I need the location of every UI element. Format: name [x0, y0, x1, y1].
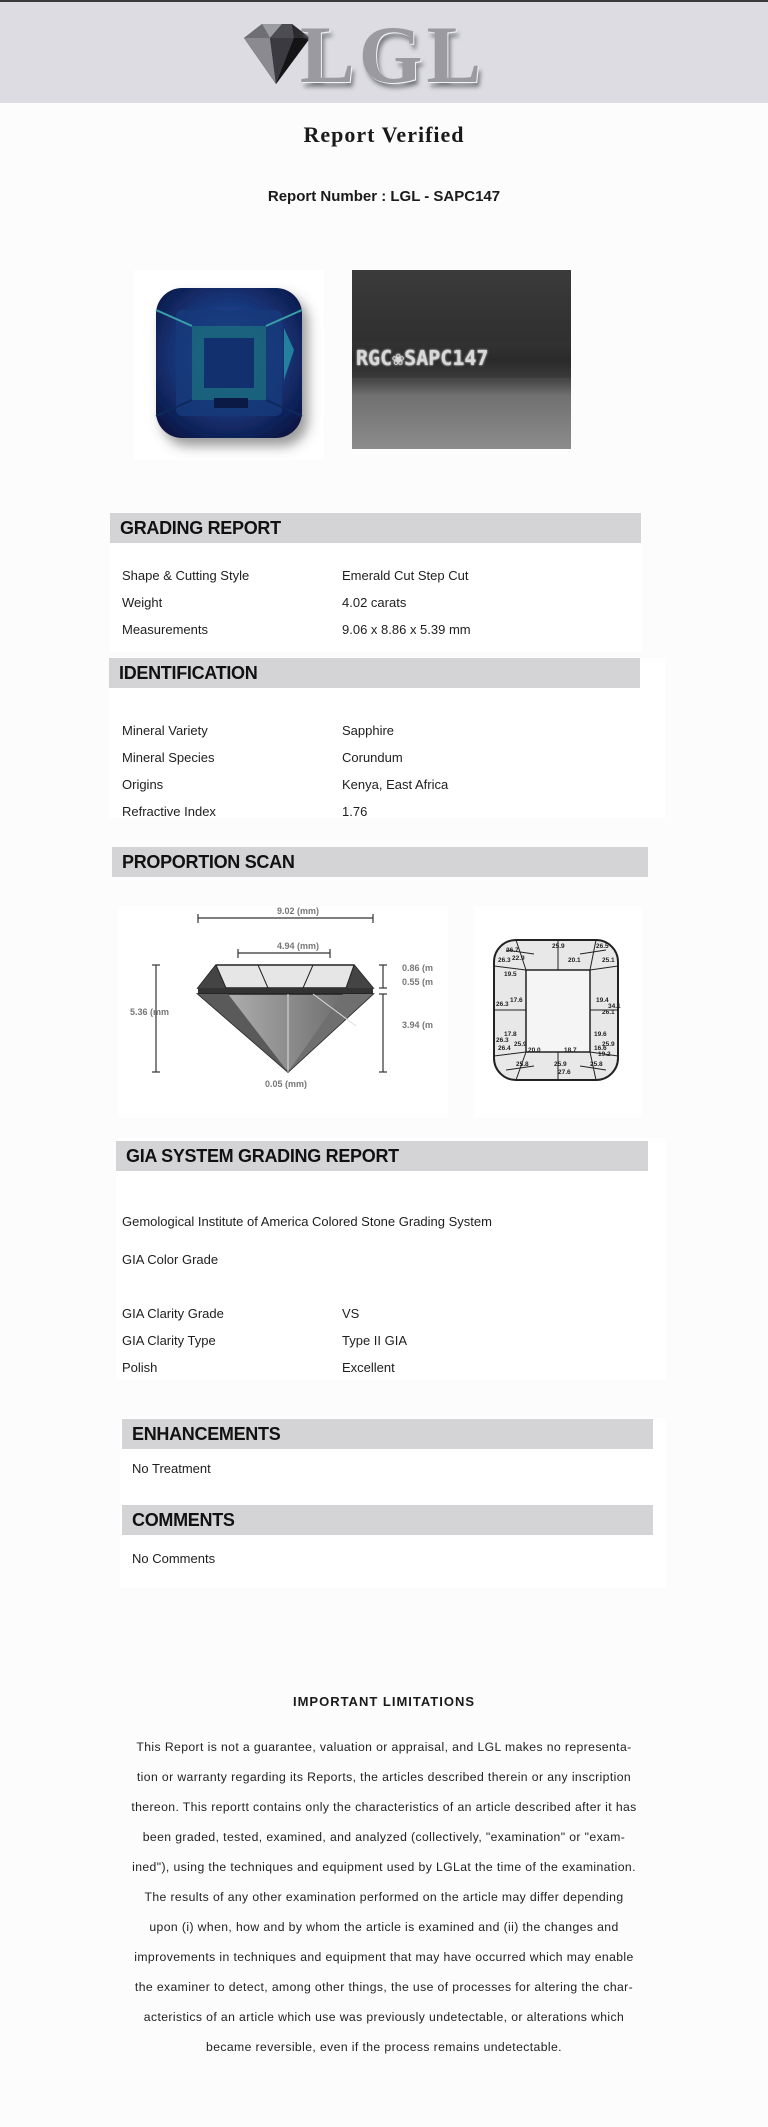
limitations-heading: IMPORTANT LIMITATIONS — [292, 1694, 476, 1709]
row-label: Refractive Index — [122, 804, 216, 819]
facet-label: 18.7 — [564, 1047, 577, 1054]
row-value: 1.76 — [342, 804, 368, 819]
limitations-line: The results of any other examination performed on the article may differ depending — [144, 1890, 624, 1904]
gia-color-grade-label: GIA Color Grade — [122, 1252, 219, 1267]
facet-label: 17.6 — [510, 997, 523, 1004]
limitations-line: tion or warranty regarding its Reports, the articles described therein or any inscription — [136, 1770, 632, 1784]
limitations-line: thereon. This reportt contains only the characteristics of an article described after it has — [131, 1800, 637, 1814]
facet-label: 25.9 — [514, 1041, 527, 1048]
row-label: GIA Clarity Grade — [122, 1306, 224, 1321]
facet-label: 19.4 — [596, 997, 609, 1004]
row-label: Weight — [122, 595, 163, 610]
facet-label: 25.8 — [590, 1061, 603, 1068]
facet-label: 25.8 — [516, 1061, 529, 1068]
logo-text: LGL — [300, 9, 486, 100]
table-dimension: 4.94 (mm) — [276, 941, 320, 951]
row-value: 4.02 carats — [342, 595, 407, 610]
lgl-logo[interactable] — [234, 9, 494, 100]
row-value: Corundum — [342, 750, 403, 765]
facet-label: 17.8 — [504, 1031, 517, 1038]
depth-dimension: 5.36 (mm — [130, 1007, 170, 1017]
facet-label: 16.6 — [594, 1045, 607, 1052]
width-dimension: 9.02 (mm) — [276, 906, 320, 916]
row-value: Emerald Cut Step Cut — [342, 568, 469, 583]
limitations-line: became reversible, even if the process remains undetectable. — [206, 2040, 562, 2054]
facet-label: 26.1 — [602, 1009, 615, 1016]
row-label: Polish — [122, 1360, 158, 1375]
culet-dimension: 0.05 (mm) — [264, 1079, 308, 1089]
facet-label: 20.0 — [528, 1047, 541, 1054]
row-value: Excellent — [342, 1360, 395, 1375]
limitations-line: This Report is not a guarantee, valuation or appraisal, and LGL makes no representa- — [136, 1740, 632, 1754]
gemstone-photo — [134, 270, 324, 460]
facet-label: 25.9 — [554, 1061, 567, 1068]
header-banner — [0, 2, 768, 103]
limitations-text — [118, 1732, 650, 2062]
limitations-line: upon (i) when, how and by whom the article is examined and (ii) the changes and — [149, 1920, 619, 1934]
row-label: Mineral Variety — [122, 723, 208, 738]
laser-inscription-photo — [352, 270, 571, 449]
facet-label: 34.1 — [608, 1003, 621, 1010]
facet-label: 26.5 — [596, 943, 609, 950]
limitations-line: been graded, tested, examined, and analyzed (collectively, "examination" or "exam- — [142, 1830, 626, 1844]
limitations-line: improvements in techniques and equipment that may have occurred which may enable — [134, 1950, 634, 1964]
facet-label: 26.3 — [496, 1001, 509, 1008]
top-view-diagram — [474, 906, 642, 1118]
facet-label: 26.4 — [498, 1045, 511, 1052]
pavilion-dimension: 3.94 (m — [402, 1020, 434, 1030]
comments-heading: COMMENTS — [122, 1505, 653, 1535]
facet-label: 25.1 — [602, 957, 615, 964]
row-value: Kenya, East Africa — [342, 777, 449, 792]
inscription-text: RGC❀SAPC147 — [356, 346, 489, 370]
side-profile-diagram — [118, 906, 448, 1118]
report-number: Report Number : LGL - SAPC147 — [267, 188, 501, 205]
limitations-line: ined"), using the techniques and equipment used by LGLat the time of the examination. — [132, 1860, 636, 1874]
facet-label: 19.6 — [594, 1031, 607, 1038]
facet-label: 26.3 — [498, 957, 511, 964]
facet-label: 26.7 — [506, 947, 519, 954]
enhancements-value: No Treatment — [132, 1461, 211, 1476]
facet-label: 19.5 — [504, 971, 517, 978]
facet-label: 20.1 — [568, 957, 581, 964]
row-label: GIA Clarity Type — [122, 1333, 216, 1348]
facet-label: 22.9 — [512, 955, 525, 962]
enhancements-heading: ENHANCEMENTS — [122, 1419, 653, 1449]
row-label: Shape & Cutting Style — [122, 568, 250, 583]
facet-label: 25.9 — [552, 943, 565, 950]
gia-system-line: Gemological Institute of America Colored Stone Grading System — [122, 1214, 492, 1229]
row-value: Sapphire — [342, 723, 395, 738]
facet-label: 25.9 — [602, 1041, 615, 1048]
gia-report-heading: GIA SYSTEM GRADING REPORT — [116, 1141, 648, 1171]
limitations-line: the examiner to detect, among other things, the use of processes for altering the char- — [134, 1980, 634, 1994]
row-label: Mineral Species — [122, 750, 215, 765]
facet-label: 19.2 — [598, 1051, 611, 1058]
facet-label: 26.3 — [496, 1037, 509, 1044]
comments-value: No Comments — [132, 1551, 216, 1566]
row-label: Measurements — [122, 622, 208, 637]
crown-dimension: 0.86 (m — [402, 963, 434, 973]
girdle-dimension: 0.55 (m — [402, 977, 434, 987]
row-value: VS — [342, 1306, 360, 1321]
row-value: 9.06 x 8.86 x 5.39 mm — [342, 622, 471, 637]
row-label: Origins — [122, 777, 164, 792]
grading-report-heading: GRADING REPORT — [110, 513, 641, 543]
page-title: Report Verified — [303, 122, 465, 147]
proportion-scan-heading: PROPORTION SCAN — [112, 847, 648, 877]
identification-heading: IDENTIFICATION — [109, 658, 640, 688]
limitations-line: acteristics of an article which use was previously undetectable, or alterations which — [143, 2010, 625, 2024]
row-value: Type II GIA — [342, 1333, 408, 1348]
facet-label: 27.6 — [558, 1069, 571, 1076]
